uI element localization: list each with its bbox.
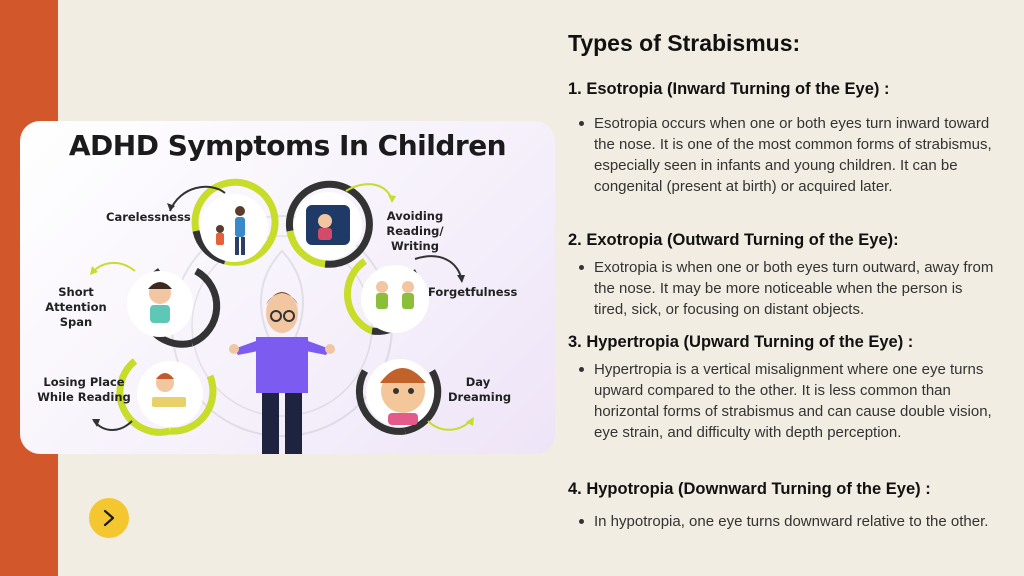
- section-title-exotropia: 2. Exotropia (Outward Turning of the Eye):: [568, 231, 899, 249]
- section-title-hypotropia: 4. Hypotropia (Downward Turning of the Eye) :: [568, 480, 931, 498]
- daydreaming-illustration: [359, 359, 437, 431]
- page-title: Types of Strabismus:: [568, 30, 801, 56]
- label-losing-place: Losing Place While Reading: [37, 375, 131, 404]
- label-avoiding-reading: Avoiding Reading/ Writing: [386, 209, 444, 253]
- section-text-esotropia: Esotropia occurs when one or both eyes turn inward toward the nose. It is one of the most common forms of strabismus, especially seen in infants and young children. It can be congenital (present at birth) or acquired later.: [579, 113, 999, 197]
- section-text-exotropia: Exotropia is when one or both eyes turn outward, away from the nose. It may be more noticeable when the person is tired, sick, or focusing on distant objects.: [579, 257, 999, 320]
- chevron-right-icon: [102, 509, 116, 527]
- label-short-attention: Short Attention Span: [45, 285, 107, 329]
- forgetfulness-illustration: [347, 261, 429, 333]
- label-day-dreaming: Day Dreaming: [448, 375, 512, 404]
- next-slide-button[interactable]: [89, 498, 129, 538]
- label-forgetfulness: Forgetfulness: [428, 285, 518, 299]
- section-text-hypotropia: In hypotropia, one eye turns downward relative to the other.: [579, 511, 999, 532]
- section-text-hypertropia: Hypertropia is a vertical misalignment where one eye turns upward compared to the other. It is less common than horizontal forms of strabismus and can cause double vision, eye strain, and difficulty with depth perception.: [579, 359, 999, 443]
- infographic-title: ADHD Symptoms In Children: [68, 129, 507, 162]
- adhd-infographic: [20, 121, 555, 454]
- section-title-hypertropia: 3. Hypertropia (Upward Turning of the Eye) :: [568, 333, 914, 351]
- avoiding-reading-illustration: [289, 184, 369, 264]
- carelessness-illustration: [195, 182, 275, 262]
- section-title-esotropia: 1. Esotropia (Inward Turning of the Eye) :: [568, 80, 890, 98]
- losing-place-illustration: [120, 361, 213, 432]
- label-carelessness: Carelessness: [106, 210, 191, 224]
